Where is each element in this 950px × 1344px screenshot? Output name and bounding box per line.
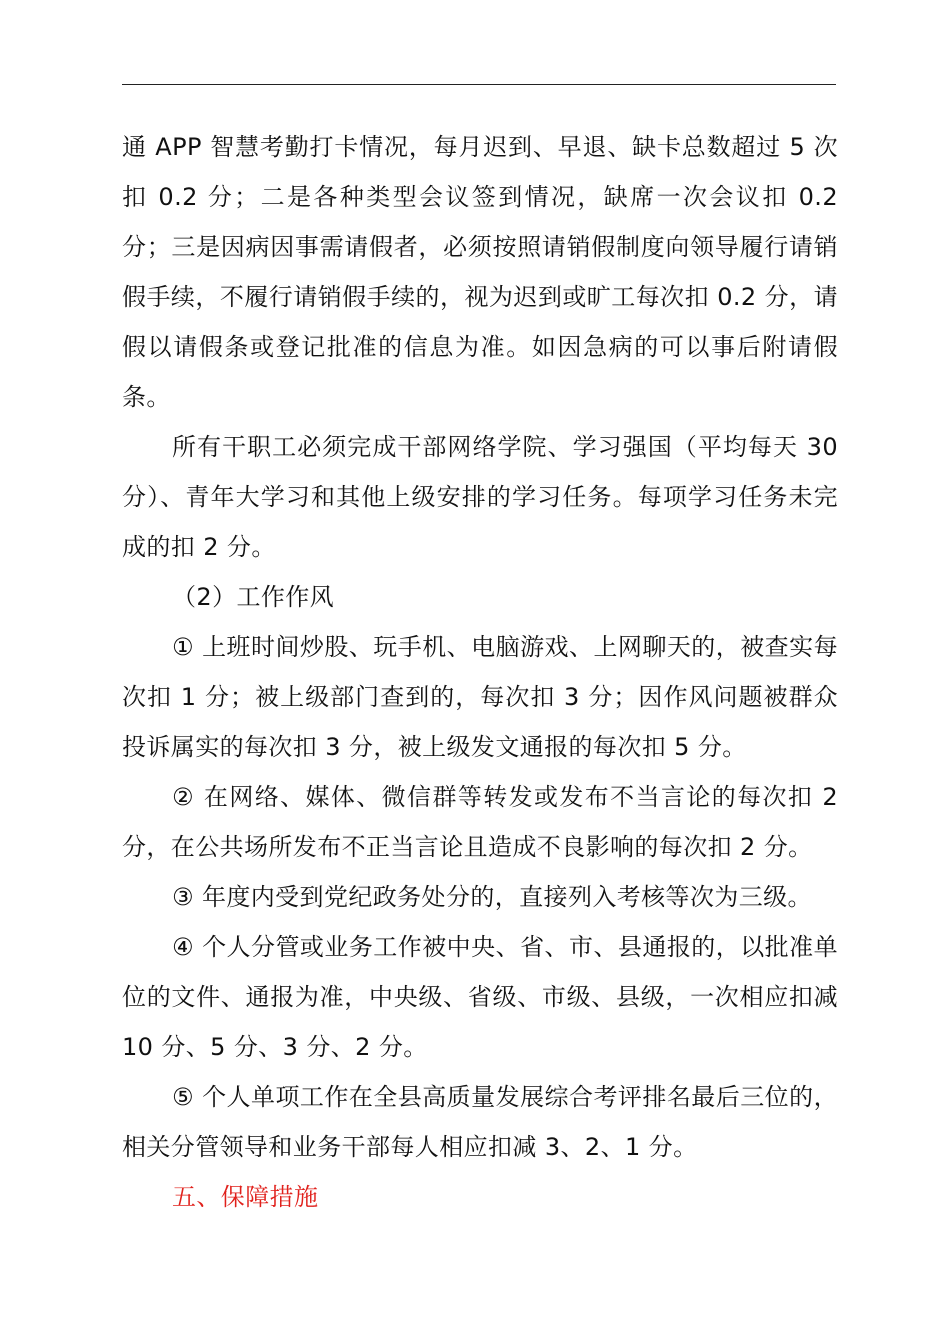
- list-item-3: ③ 年度内受到党纪政务处分的，直接列入考核等次为三级。: [172, 883, 812, 911]
- section-heading: 五、保障措施: [172, 1183, 319, 1211]
- list-item-4: ④ 个人分管或业务工作被中央、省、市、县通报的，以批准单位的文件、通报为准，中央级、省级、市级、县级，一次相应扣减 10 分、5 分、3 分、2 分。: [122, 933, 838, 1061]
- subheading-work-style: （2）工作作风: [172, 583, 335, 611]
- paragraph-attendance-rules: 通 APP 智慧考勤打卡情况，每月迟到、早退、缺卡总数超过 5 次扣 0.2 分；二是各种类型会议签到情况，缺席一次会议扣 0.2 分；三是因病因事需请假者，必须按照请销假制度向领导履行请销假手续，不履行请销假手续的，视为迟到或旷工每次扣 0.2 分，请假以请假条或登记批准的信息为准。如因急病的可以事后附请假条。: [122, 133, 838, 411]
- paragraph-study-tasks: 所有干职工必须完成干部网络学院、学习强国（平均每天 30 分）、青年大学习和其他上级安排的学习任务。每项学习任务未完成的扣 2 分。: [122, 433, 838, 561]
- document-body: [122, 122, 838, 1222]
- list-item-1: ① 上班时间炒股、玩手机、电脑游戏、上网聊天的，被查实每次扣 1 分；被上级部门查到的，每次扣 3 分；因作风问题被群众投诉属实的每次扣 3 分，被上级发文通报的每次扣 5 分。: [122, 633, 838, 761]
- list-item-5: ⑤ 个人单项工作在全县高质量发展综合考评排名最后三位的，相关分管领导和业务干部每人相应扣减 3、2、1 分。: [122, 1083, 838, 1161]
- header-rule: [122, 84, 836, 85]
- list-item-2: ② 在网络、媒体、微信群等转发或发布不当言论的每次扣 2 分，在公共场所发布不正当言论且造成不良影响的每次扣 2 分。: [122, 783, 838, 861]
